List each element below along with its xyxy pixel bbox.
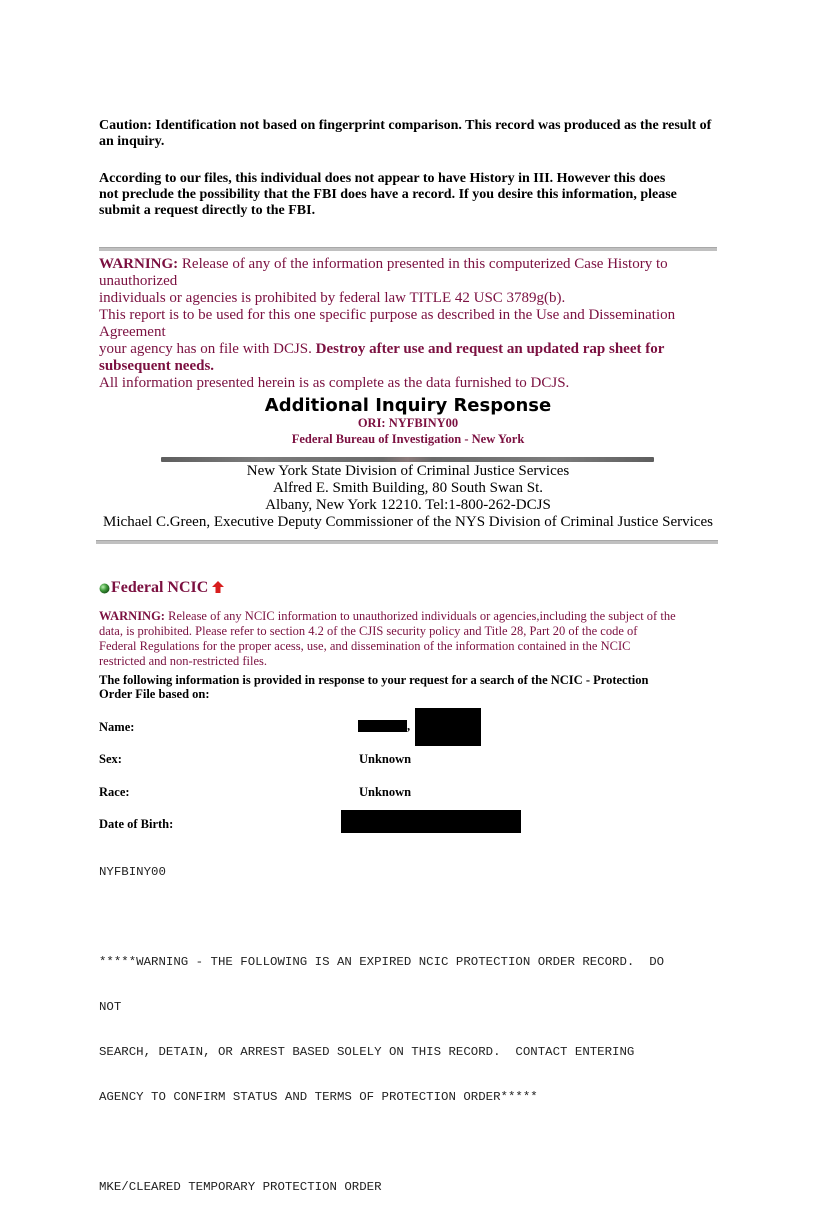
address-line: New York State Division of Criminal Justice Services — [246, 463, 570, 479]
warning-text: unauthorized — [99, 273, 178, 289]
intro-line: Order File based on: — [99, 687, 210, 701]
warning-text: Release of any of the information presented in this computerized Case History to — [181, 256, 668, 272]
address-line: Albany, New York 12210. Tel:1-800-262-DCJS — [265, 497, 551, 513]
sex-value: Unknown — [359, 752, 412, 766]
race-value: Unknown — [359, 785, 412, 799]
history-line: submit a request directly to the FBI. — [99, 203, 316, 218]
destroy-notice: Destroy after use and request an updated rap sheet for — [315, 341, 665, 357]
green-bullet-icon — [99, 583, 110, 594]
race-label: Race: — [99, 785, 130, 799]
dcjs-address — [0, 463, 816, 531]
divider — [99, 247, 717, 251]
banner-bar — [161, 457, 654, 462]
name-separator: , — [407, 719, 411, 733]
warning-text: All information presented herein is as complete as the data furnished to DCJS. — [99, 375, 570, 391]
sex-label: Sex: — [99, 752, 122, 766]
warning-label: WARNING: — [99, 256, 179, 272]
warning-text: This report is to be used for this one specific purpose as described in the Use and Dissemination — [99, 307, 676, 323]
record-line — [99, 910, 664, 925]
warning-label: WARNING: — [99, 609, 165, 623]
intro-line: The following information is provided in response to your request for a search of the NCIC - Protection — [99, 673, 649, 687]
warning-text: restricted and non-restricted files. — [99, 654, 267, 668]
redacted-dob — [341, 810, 521, 833]
record-line — [99, 1135, 664, 1150]
history-notice — [99, 171, 739, 219]
section-title: Federal NCIC — [111, 579, 209, 596]
ncic-record — [99, 835, 664, 1210]
record-line: *****WARNING - THE FOLLOWING IS AN EXPIRED NCIC PROTECTION ORDER RECORD. DO — [99, 955, 665, 969]
warning-text: Federal Regulations for the proper acess, use, and dissemination of the information contained in the NCIC — [99, 639, 631, 653]
record-line: NOT — [99, 1000, 122, 1014]
page-title: Additional Inquiry Response — [264, 395, 552, 416]
warning-text: your agency has on file with DCJS. — [99, 341, 312, 357]
ncic-warning — [99, 609, 739, 669]
warning-block — [99, 256, 739, 392]
caution-notice: Caution: Identification not based on fingerprint comparison. This record was produced as the result of an inquiry. — [99, 118, 712, 149]
name-label: Name: — [99, 720, 135, 734]
record-line: AGENCY TO CONFIRM STATUS AND TERMS OF PROTECTION ORDER***** — [99, 1090, 538, 1104]
dob-label: Date of Birth: — [99, 817, 174, 831]
address-line: Michael C.Green, Executive Deputy Commissioner of the NYS Division of Criminal Justice Services — [103, 514, 713, 530]
history-line: According to our files, this individual does not appear to have History in III. However this does — [99, 171, 666, 186]
divider — [96, 540, 718, 544]
redacted-name — [415, 708, 481, 746]
address-line: Alfred E. Smith Building, 80 South Swan St. — [272, 480, 543, 496]
record-line: NYFBINY00 — [99, 865, 166, 879]
record-line: MKE/CLEARED TEMPORARY PROTECTION ORDER — [99, 1180, 382, 1194]
warning-text: Agreement — [99, 324, 166, 340]
warning-text: data, is prohibited. Please refer to section 4.2 of the CJIS security policy and Title 28, Part 20 of the code of — [99, 624, 638, 638]
destroy-notice: subsequent needs. — [99, 358, 215, 374]
ori-code: ORI: NYFBINY00 — [357, 416, 459, 430]
ncic-intro — [99, 673, 739, 701]
warning-text: individuals or agencies is prohibited by federal law TITLE 42 USC 3789g(b). — [99, 290, 566, 306]
up-arrow-icon[interactable] — [212, 581, 224, 594]
record-line: SEARCH, DETAIN, OR ARREST BASED SOLELY ON THIS RECORD. CONTACT ENTERING — [99, 1045, 635, 1059]
history-line: not preclude the possibility that the FBI does have a record. If you desire this information, please — [99, 187, 677, 202]
redacted-name — [358, 720, 407, 732]
agency-name: Federal Bureau of Investigation - New York — [291, 432, 525, 446]
warning-text: Release of any NCIC information to unauthorized individuals or agencies,including the subject of the — [168, 609, 676, 623]
